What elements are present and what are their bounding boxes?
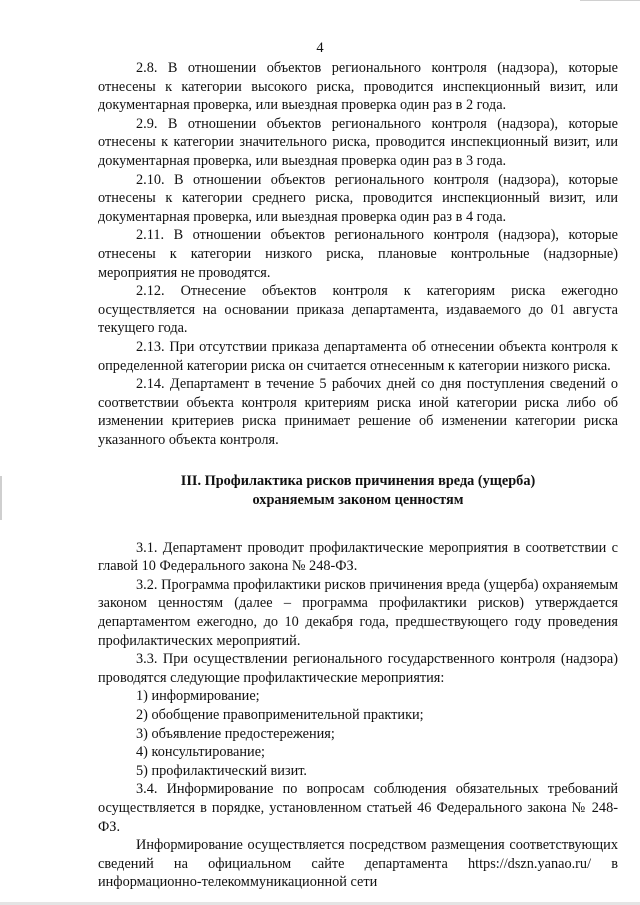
list-item: 4) консультирование; [136, 744, 266, 761]
list-item: 2) обобщение правоприменительной практики; [136, 707, 424, 723]
section-heading [98, 472, 618, 509]
section-heading-line-2: охраняемым законом ценностям [252, 492, 464, 509]
list-item: 3) объявление предостережения; [136, 725, 335, 742]
paragraph-informing: Информирование осуществляется посредством размещения соответствующих сведений на официальном сайте департамента https://dszn.yanao.ru/ в информационно-телекоммуникационной сети [98, 837, 618, 891]
paragraph-3-1: 3.1. Департамент проводит профилактические мероприятия в соответствии с главой 10 Федерального закона № 248-ФЗ. [98, 539, 618, 575]
paragraph-3-2: 3.2. Программа профилактики рисков причинения вреда (ущерба) охраняемым законом ценностям (далее – программа профилактики рисков) утверждается департаментом ежегодно, до 10 декабря года, предшествующего году проведения профилактических мероприятий. [98, 576, 618, 649]
paragraph-2-9: 2.9. В отношении объектов регионального контроля (надзора), которые отнесены к категории значительного риска, проводится инспекционный визит, или документарная проверка, или выездная проверка один раз в 3 года. [98, 115, 618, 169]
document-body [98, 59, 618, 892]
paragraph-2-14: 2.14. Департамент в течение 5 рабочих дней со дня поступления сведений о соответствии объекта контроля критериям риска иной категории риска либо об изменении критериев риска принимает решение об изменении категории риска указанного объекта контроля. [98, 376, 618, 448]
paragraph-3-4: 3.4. Информирование по вопросам соблюдения обязательных требований осуществляется в порядке, установленном статьей 46 Федерального закона № 248-ФЗ. [98, 781, 618, 835]
paragraph-2-11: 2.11. В отношении объектов регионального контроля (надзора), которые отнесены к категории низкого риска, плановые контрольные (надзорные) мероприятия не проводятся. [98, 227, 618, 281]
paragraph-2-13: 2.13. При отсутствии приказа департамента об отнесении объекта контроля к определенной категории риска он считается отнесенным к категории низкого риска. [98, 338, 618, 374]
scan-artifact-top [580, 0, 640, 1]
paragraph-2-10: 2.10. В отношении объектов регионального контроля (надзора), которые отнесены к категории среднего риска, проводится инспекционный визит, или документарная проверка, или выездная проверка один раз в 4 года. [98, 171, 618, 225]
page-number: 4 [316, 40, 324, 56]
section-heading-line-1: III. Профилактика рисков причинения вреда (ущерба) [180, 473, 536, 490]
paragraph-3-3: 3.3. При осуществлении регионального государственного контроля (надзора) проводятся следующие профилактические мероприятия: [98, 651, 618, 686]
paragraph-2-8: 2.8. В отношении объектов регионального контроля (надзора), которые отнесены к категории высокого риска, проводится инспекционный визит, или документарная проверка, или выездная проверка один раз в 2 года. [98, 60, 618, 114]
paragraph-2-12: 2.12. Отнесение объектов контроля к категориям риска ежегодно осуществляется на основании приказа департамента, издаваемого до 01 августа текущего года. [98, 283, 618, 337]
list-item: 5) профилактический визит. [136, 762, 307, 779]
scan-artifact-left [0, 476, 2, 520]
list-item: 1) информирование; [136, 688, 260, 705]
